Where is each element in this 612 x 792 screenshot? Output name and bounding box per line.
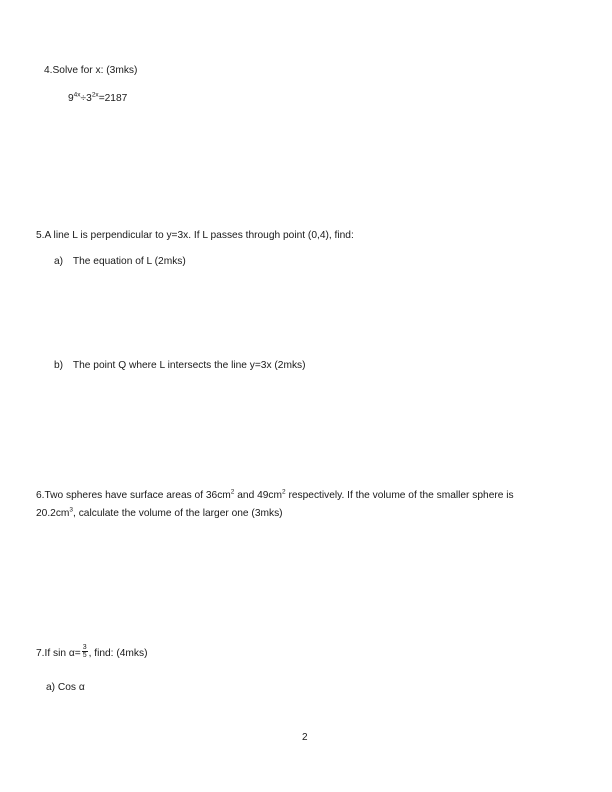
text: and 49cm [234, 490, 282, 501]
superscript: 3 [69, 506, 74, 514]
text: , calculate the volume of the larger one (3mks) [73, 508, 283, 519]
question-6-line-1 [36, 489, 514, 502]
part-text: The point Q where L intersects the line y=3x (2mks) [72, 360, 306, 371]
question-7a [46, 681, 85, 694]
fraction-numerator: 3 [82, 644, 87, 651]
part-text: Cos α [57, 682, 85, 693]
question-7-prompt [36, 646, 147, 661]
text: 6.Two spheres have surface areas of 36cm [36, 490, 231, 501]
part-text: The equation of L (2mks) [72, 256, 186, 267]
question-4-equation [68, 92, 127, 105]
equation-exponent-1: 4x [73, 91, 81, 99]
fraction [82, 644, 88, 659]
question-5-prompt: 5.A line L is perpendicular to y=3x. If L passes through point (0,4), find: [36, 230, 354, 241]
equation-exponent-2: 2x [91, 91, 99, 99]
text: 20.2cm [36, 508, 70, 519]
text: 7.If sin α= [36, 648, 81, 660]
superscript: 2 [230, 488, 235, 496]
equation-operator: ÷3 [80, 93, 92, 104]
part-label: a) [54, 256, 64, 267]
superscript: 2 [282, 488, 286, 496]
page-number: 2 [302, 732, 308, 743]
question-5a [54, 255, 186, 268]
part-label: b) [54, 360, 64, 371]
question-4-prompt: 4.Solve for x: (3mks) [44, 65, 138, 76]
equation-rhs: =2187 [98, 93, 128, 104]
question-5b [54, 359, 306, 372]
fraction-denominator: 5 [82, 652, 87, 659]
text: , find: (4mks) [88, 648, 148, 660]
part-label: a) [46, 682, 56, 693]
text: respectively. If the volume of the smaller sphere is [285, 490, 514, 501]
equation-base: 9 [68, 93, 74, 104]
question-6-line-2 [36, 507, 283, 520]
